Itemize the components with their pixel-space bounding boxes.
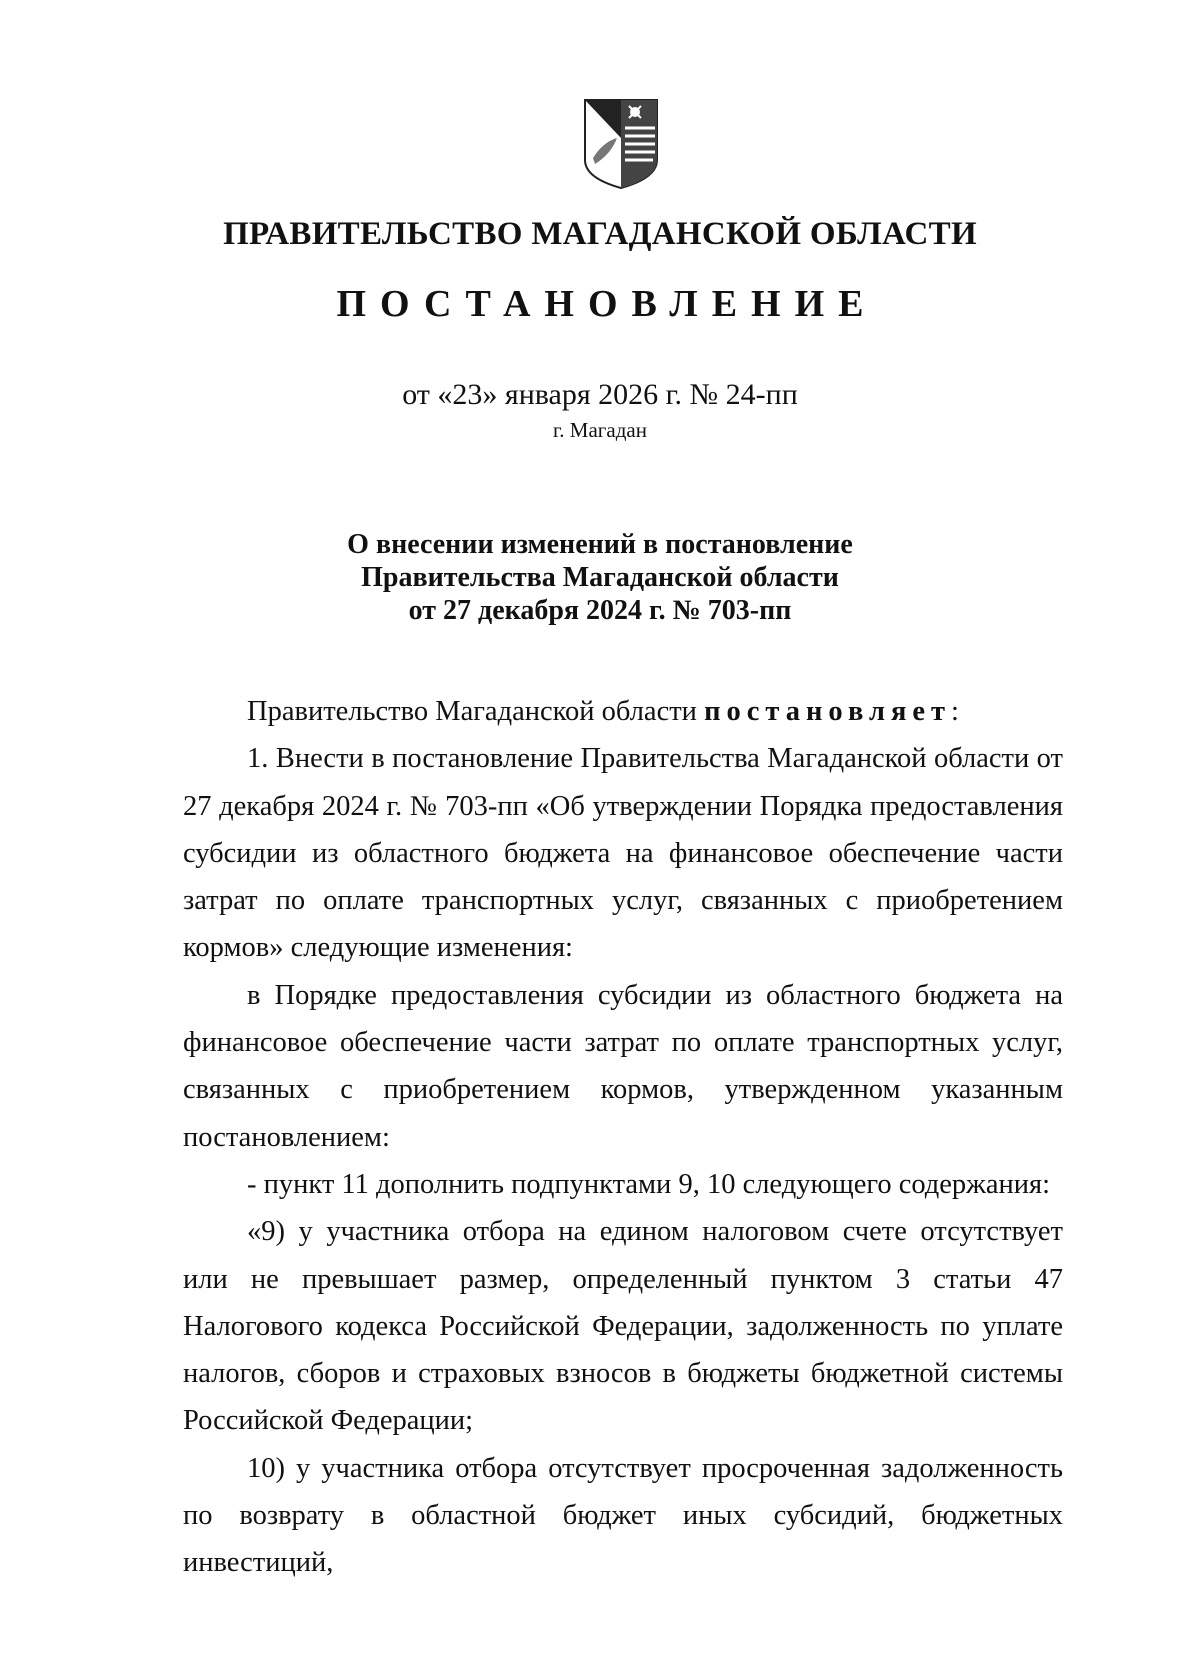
document-type-title: ПОСТАНОВЛЕНИЕ — [336, 283, 878, 325]
document-city: г. Магадан — [553, 418, 647, 442]
preamble-verb: постановляет — [704, 696, 952, 727]
document-date-number: от «23» января 2026 г. № 24-пп — [402, 378, 798, 411]
document-subject — [0, 528, 1200, 627]
preamble-end: : — [951, 696, 959, 727]
subject-line: от 27 декабря 2024 г. № 703-пп — [408, 595, 792, 626]
subject-line: О внесении изменений в постановление — [347, 529, 853, 560]
coat-of-arms-icon — [583, 98, 659, 190]
subject-line: Правительства Магаданской области — [361, 562, 839, 593]
organization-title: ПРАВИТЕЛЬСТВО МАГАДАНСКОЙ ОБЛАСТИ — [223, 216, 977, 252]
preamble-text: Правительство Магаданской области — [247, 696, 705, 727]
body-paragraph: 1. Внести в постановление Правительства Магаданской области от 27 декабря 2024 г. № 703-пп «Об утверждении Порядка предоставления субсидии из областного бюджета на финансовое обеспечение части затрат по оплате транспортных услуг, связанных с приобретением кормов» следующие изменения: — [183, 743, 1063, 964]
document-body — [183, 688, 1063, 1587]
body-paragraph: - пункт 11 дополнить подпунктами 9, 10 следующего содержания: — [247, 1168, 1051, 1200]
body-paragraph: 10) у участника отбора отсутствует просроченная задолженность по возврату в областной бюджет иных субсидий, бюджетных инвестиций, — [183, 1452, 1063, 1579]
body-paragraph: в Порядке предоставления субсидии из областного бюджета на финансовое обеспечение части затрат по оплате транспортных услуг, связанных с приобретением кормов, утвержденном указанным постановлением: — [183, 979, 1063, 1153]
body-paragraph: «9) у участника отбора на едином налоговом счете отсутствует или не превышает размер, определенный пунктом 3 статьи 47 Налогового кодекса Российской Федерации, задолженность по уплате налогов, сборов и страховых взносов в бюджеты бюджетной системы Российской Федерации; — [183, 1216, 1063, 1437]
preamble-paragraph — [183, 688, 1063, 735]
